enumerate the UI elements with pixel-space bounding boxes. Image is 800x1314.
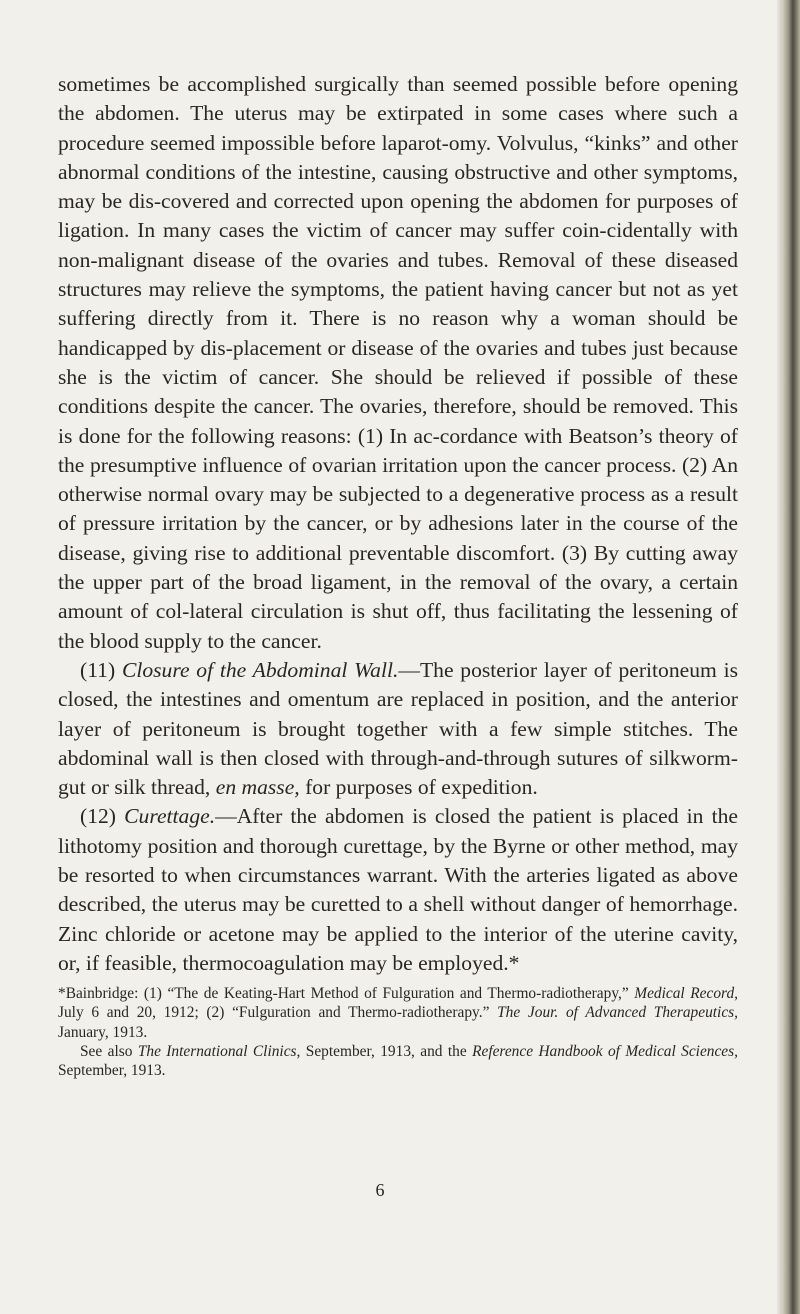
closure-text-a: —The posterior layer of peritoneum is closed, the intestines and omentum are replaced in position, and the anterior layer of peritoneum is brought together with a few simple stitches. The abdominal wall is then closed with through-and-through sutures of silkworm-gut or silk thread, [58, 657, 739, 800]
body-text [58, 70, 738, 978]
heading-closure: Closure of the Abdominal Wall. [121, 657, 399, 682]
page-edge-binding [782, 0, 800, 1314]
footnote-see-also [58, 1042, 738, 1080]
footnote-2-text-b: September, 1913, and the [300, 1042, 473, 1060]
footnote-2-italic-b: Reference Handbook of Medical Sciences, [472, 1042, 738, 1060]
closure-italic-phrase: en masse, [215, 775, 300, 800]
footnote-1-text-c: January, 1913. [58, 1023, 148, 1041]
footnote-1-italic-a: Medical Record, [634, 985, 738, 1003]
section-number-12: (12) [80, 804, 125, 829]
page-text-block [58, 70, 738, 1080]
page-number: 6 [375, 1180, 385, 1200]
paragraph-curettage [58, 802, 738, 978]
heading-curettage: Curettage. [124, 804, 216, 829]
footnote-1-text-a: *Bainbridge: (1) “The de Keating-Hart Method of Fulguration and Thermo-radiotherapy,” [58, 985, 635, 1003]
paragraph-ovaries: sometimes be accomplished surgically than seemed possible before opening the abdomen. The uterus may be extirpated in some cases where such a procedure seemed impossible before laparot-omy. Volvulus, “kinks” and other abnormal conditions of the intestine, causing obstructive and other symptoms, may be dis-covered and corrected upon opening the abdomen for purposes of ligation. In many cases the victim of cancer may suffer coin-cidentally with non-malignant disease of the ovaries and tubes. Removal of these diseased structures may relieve the symptoms, the patient having cancer but not as yet suffering directly from it. There is no reason why a woman should be handicapped by dis-placement or disease of the ovaries and tubes just because she is the victim of cancer. She should be relieved if possible of these conditions despite the cancer. The ovaries, therefore, should be removed. This is done for the following reasons: (1) In ac-cordance with Beatson’s theory of the presumptive influence of ovarian irritation upon the cancer process. (2) An otherwise normal ovary may be subjected to a degenerative process as a result of pressure irritation by the cancer, or by adhesions later in the course of the disease, giving rise to additional preventable discomfort. (3) By cutting away the upper part of the broad ligament, in the removal of the ovary, a certain amount of col-lateral circulation is shut off, thus facilitating the lessening of the blood supply to the cancer. [58, 72, 738, 653]
footnotes [58, 984, 738, 1080]
paragraph-closure [58, 656, 738, 802]
section-number-11: (11) [80, 657, 122, 682]
closure-text-b: for purposes of expedition. [299, 775, 538, 800]
footnote-2-text-c: September, 1913. [58, 1062, 166, 1080]
footnote-1-text-b: July 6 and 20, 1912; (2) “Fulguration and Thermo-radiotherapy.” [58, 1004, 498, 1022]
footnote-2-italic-a: The International Clinics, [137, 1042, 301, 1060]
footnote-2-text-a: See also [80, 1042, 138, 1060]
footnote-bainbridge [58, 984, 738, 1042]
footnote-1-italic-b: The Jour. of Advanced Therapeutics, [497, 1004, 738, 1022]
curettage-text: —After the abdomen is closed the patient is placed in the lithotomy position and thorough curettage, by the Byrne or other method, may be resorted to when circumstances warrant. With the arteries ligated as above described, the uterus may be curetted to a shell without danger of hemorrhage. Zinc chloride or acetone may be applied to the interior of the uterine cavity, or, if feasible, thermocoagulation may be employed.* [58, 804, 739, 975]
